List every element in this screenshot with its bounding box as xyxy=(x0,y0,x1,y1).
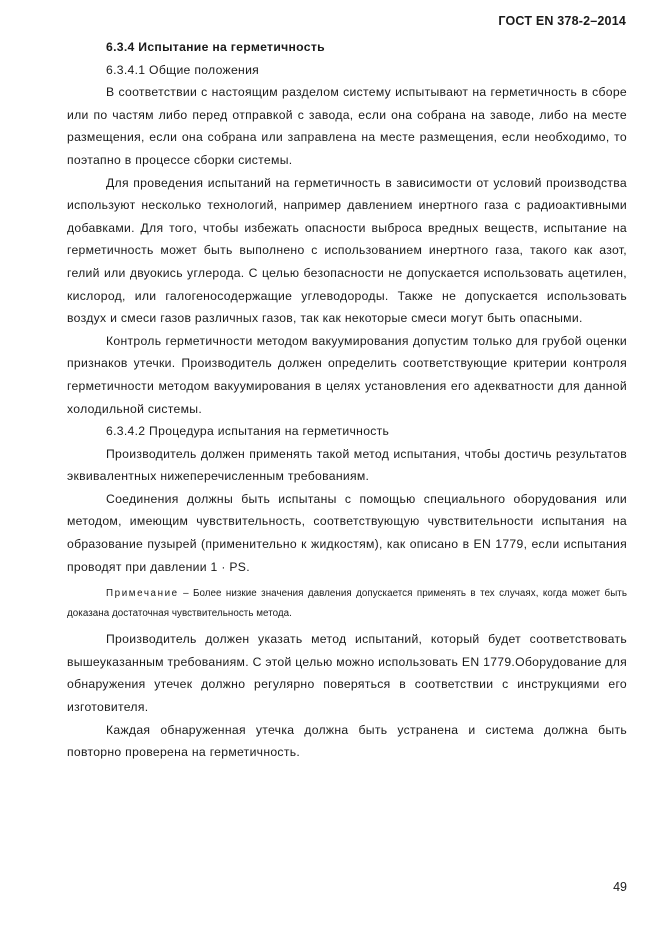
section-heading: 6.3.4 Испытание на герметичность xyxy=(106,40,325,54)
paragraph: Соединения должны быть испытаны с помощью специального оборудования или методом, имеющим чувствительность, соответствующую чувствительности испытания на образование пузырей (применительно к жидкостям), как описано в EN 1779, если испытания проводят при давлении 1 · PS. xyxy=(67,491,627,574)
paragraph: Для проведения испытаний на герметичность в зависимости от условий производства используют несколько технологий, например давлением инертного газа с радиоактивными добавками. Для того, чтобы избежать опасности выброса вредных веществ, испытание на герметичность может быть выполнено с использованием инертного газа, такого как азот, гелий или двуокись углерода. С целью безопасности не допускается использовать ацетилен, кислород, или галогеносодержащие углеводороды. Также не допускается использовать воздух и смеси газов различных газов, так как некоторые смеси могут быть опасными. xyxy=(67,175,627,326)
paragraph: Производитель должен применять такой метод испытания, чтобы достичь результатов эквивалентных нижеперечисленным требованиям. xyxy=(67,446,627,484)
note-label: Примечание xyxy=(106,588,179,600)
paragraph: Производитель должен указать метод испытаний, который будет соответствовать вышеуказанным требованиям. С этой целью можно использовать EN 1779.Оборудование для обнаружения утечек должно регулярно поверяться в соответствии с инструкциями его изготовителя. xyxy=(67,632,628,715)
subsection-heading-general: 6.3.4.1 Общие положения xyxy=(106,62,260,77)
subsection-heading-procedure: 6.3.4.2 Процедура испытания на герметичность xyxy=(106,424,390,439)
standard-header: ГОСТ EN 378-2–2014 xyxy=(498,14,626,28)
note-text: – Более низкие значения давления допускается применять в тех случаях, когда может быть доказана достаточная чувствительность метода. xyxy=(67,588,627,619)
page-content xyxy=(67,36,627,764)
paragraph: Контроль герметичности методом вакуумирования допустим только для грубой оценки признаков утечки. Производитель должен определить соответствующие критерии контроля герметичности методом вакуумирования в целях установления его адекватности для данной холодильной системы. xyxy=(67,333,627,416)
paragraph: Каждая обнаруженная утечка должна быть устранена и система должна быть повторно проверена на герметичность. xyxy=(67,722,627,760)
note xyxy=(67,584,627,623)
paragraph: В соответствии с настоящим разделом систему испытывают на герметичность в сборе или по частям либо перед отправкой с завода, если она собрана на заводе, либо на месте размещения, если она собрана или заправлена на месте размещения, если необходимо, то поэтапно в процессе сборки системы. xyxy=(67,85,627,167)
page-number: 49 xyxy=(613,880,627,894)
